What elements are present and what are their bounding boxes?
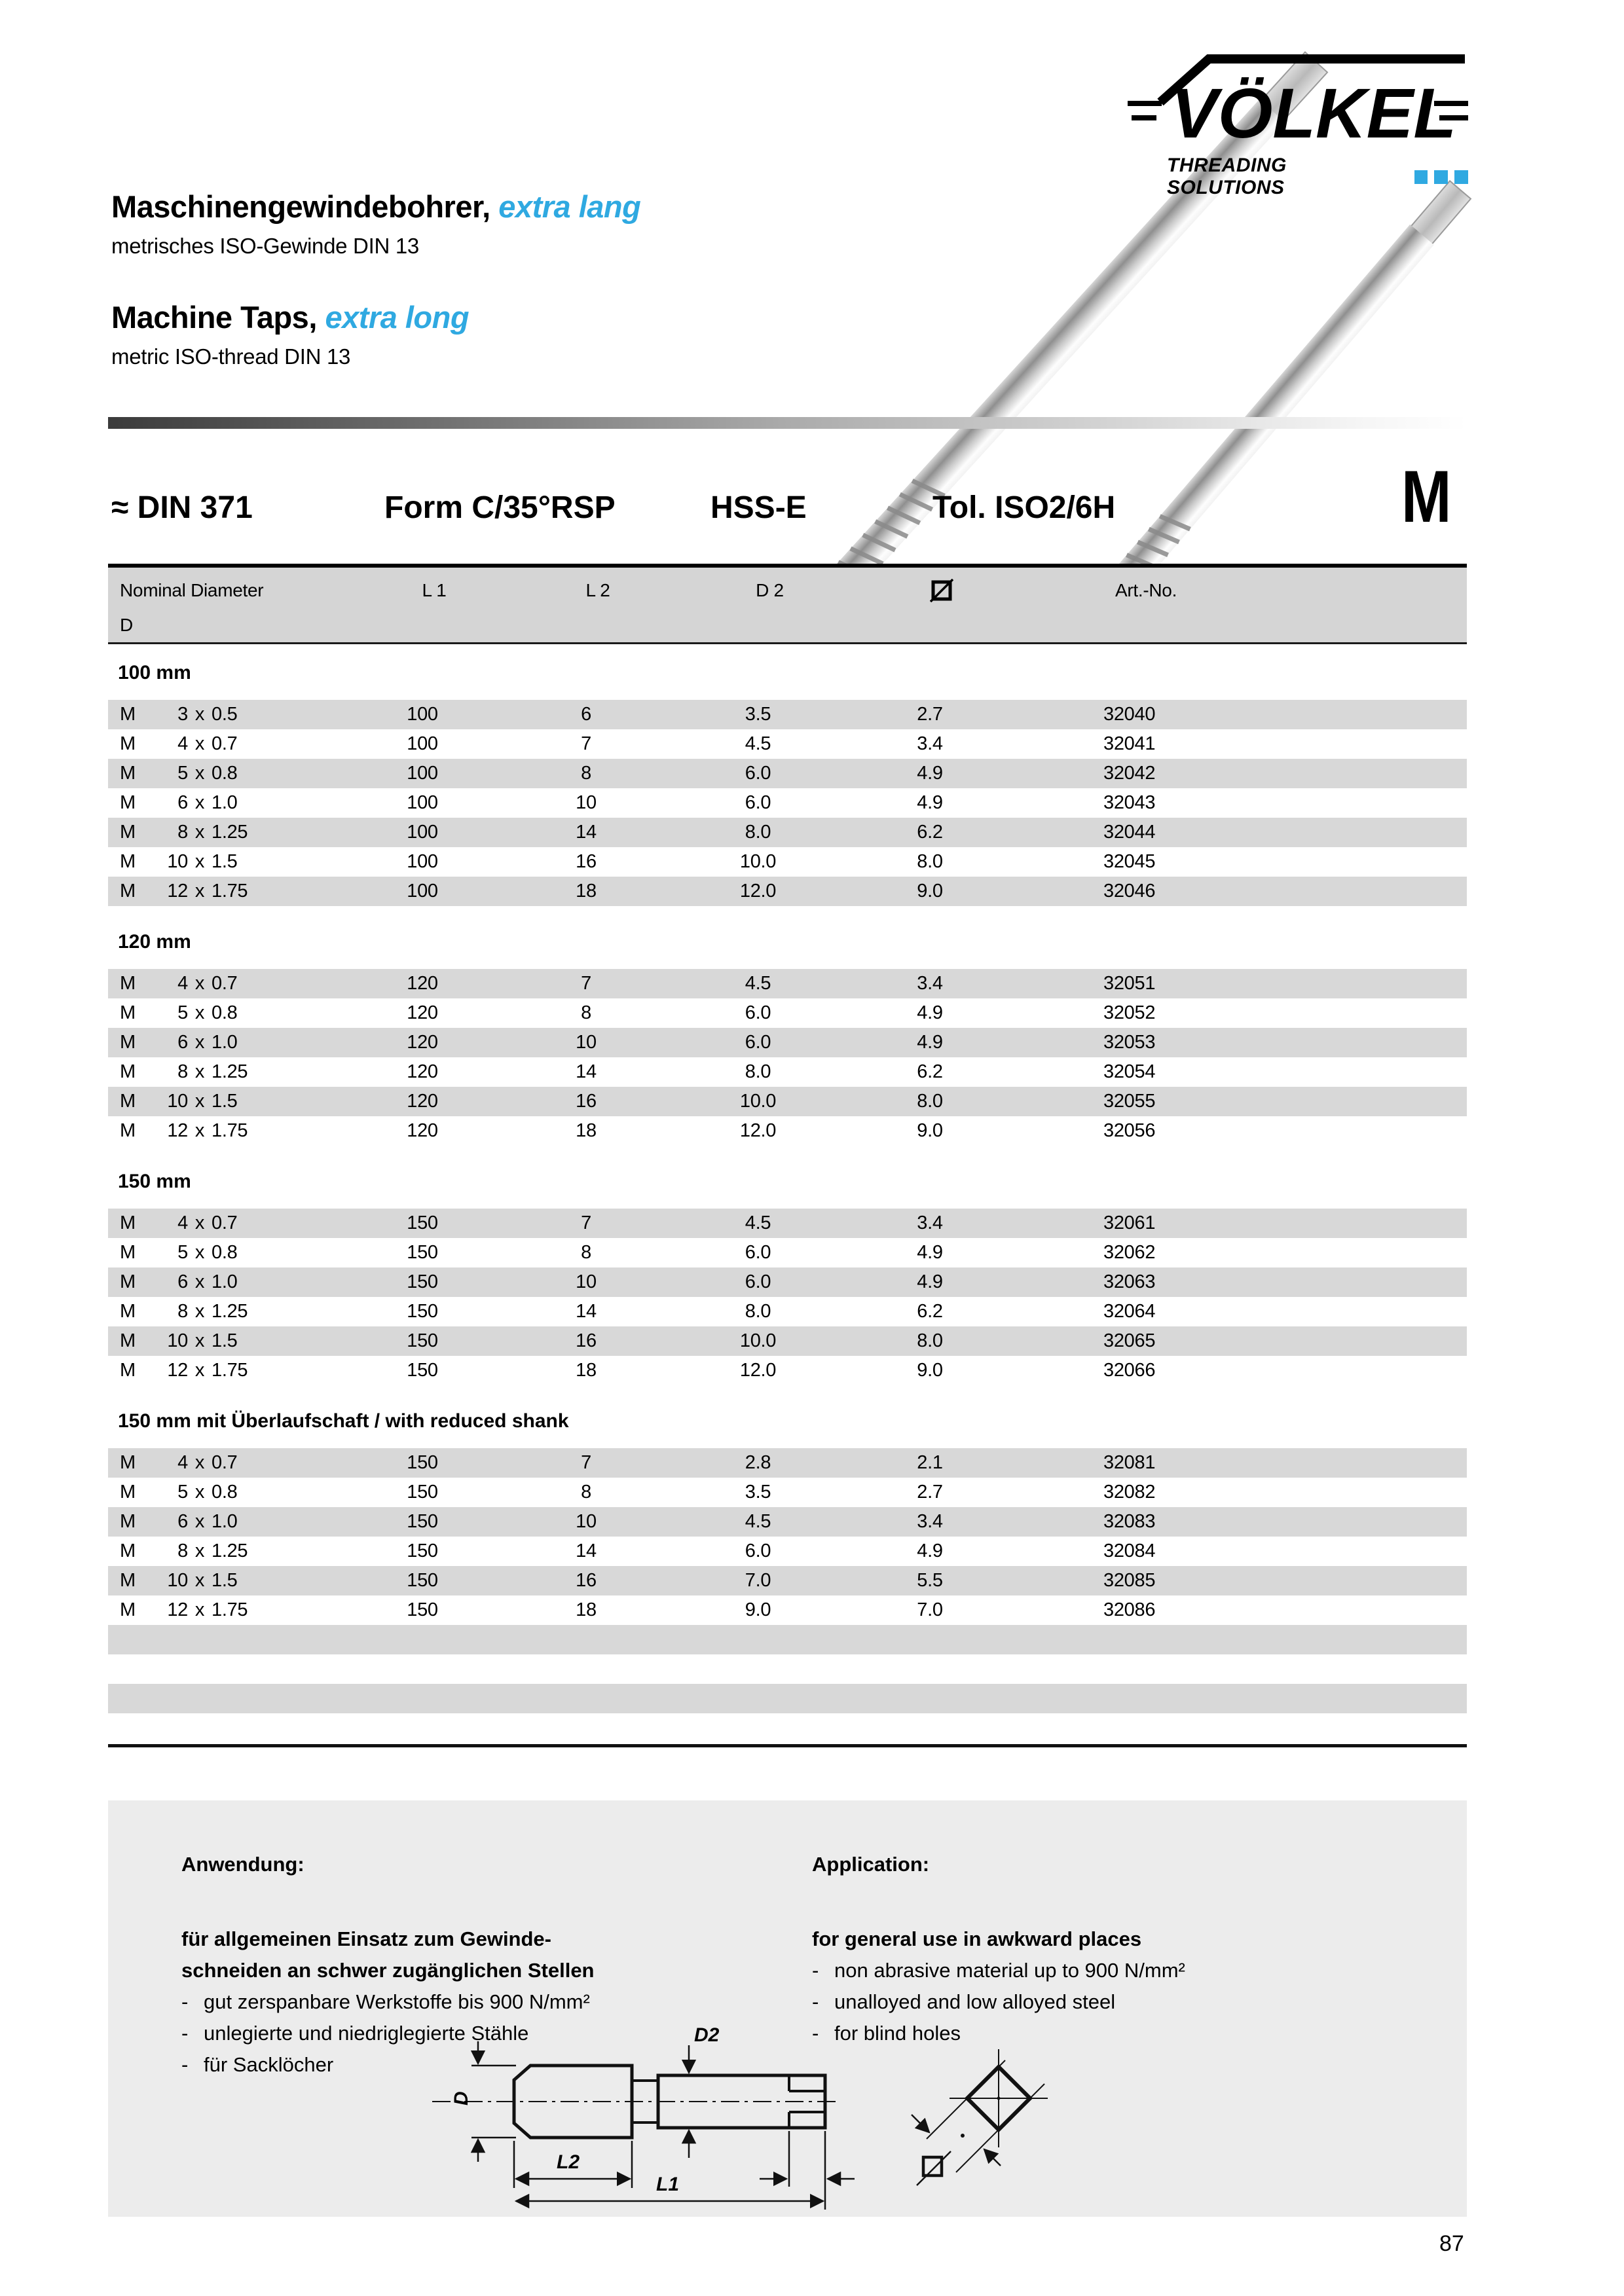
gradient-divider xyxy=(108,417,1467,429)
cell-l1: 150 xyxy=(407,1452,438,1473)
diagram-label-l2: L2 xyxy=(557,2151,580,2173)
cell-d2: 4.5 xyxy=(745,973,771,994)
cell-thread-prefix: M xyxy=(120,1002,136,1023)
subtitle-de: metrisches ISO-Gewinde DIN 13 xyxy=(111,234,419,258)
cell-l2: 18 xyxy=(576,881,597,902)
cell-l1: 100 xyxy=(407,733,438,754)
square-diagonal-icon xyxy=(930,579,953,602)
col-header-l1: L 1 xyxy=(422,579,447,600)
application-bullet: - gut zerspanbare Werkstoffe bis 900 N/mm² xyxy=(181,1990,590,2013)
table-body xyxy=(108,661,1467,1713)
table-row xyxy=(108,969,1467,998)
application-en xyxy=(812,1853,1401,2049)
cell-size: 10 x 1.5 xyxy=(167,1330,238,1351)
cell-square: 4.9 xyxy=(917,1002,943,1023)
table-row xyxy=(108,1478,1467,1507)
cell-size: 5 x 0.8 xyxy=(177,763,238,784)
table-row xyxy=(108,1595,1467,1625)
application-panel xyxy=(108,1800,1467,2217)
cell-l1: 150 xyxy=(407,1570,438,1591)
cell-l1: 120 xyxy=(407,1091,438,1112)
cell-l1: 120 xyxy=(407,1120,438,1141)
cell-size: 12 x 1.75 xyxy=(167,1120,248,1141)
cell-l2: 10 xyxy=(576,792,597,813)
title-en xyxy=(111,299,640,335)
table-row xyxy=(108,788,1467,818)
cell-size: 10 x 1.5 xyxy=(167,851,238,872)
spec-form: Form C/35°RSP xyxy=(384,490,616,525)
cell-size: 4 x 0.7 xyxy=(177,733,238,754)
cell-d2: 10.0 xyxy=(739,1091,777,1112)
cell-d2: 6.0 xyxy=(745,1242,771,1263)
cell-art-no: 32056 xyxy=(1103,1120,1156,1141)
cell-thread-prefix: M xyxy=(120,1301,136,1322)
title-en-accent: extra long xyxy=(325,300,470,335)
section-label: 120 mm xyxy=(118,931,191,953)
cell-thread-prefix: M xyxy=(120,763,136,784)
cell-thread-prefix: M xyxy=(120,1599,136,1620)
cell-art-no: 32042 xyxy=(1103,763,1156,784)
cell-l1: 100 xyxy=(407,792,438,813)
table-row xyxy=(108,1448,1467,1478)
table-row xyxy=(108,877,1467,906)
cell-size: 10 x 1.5 xyxy=(167,1091,238,1112)
cell-d2: 8.0 xyxy=(745,1301,771,1322)
cell-square: 5.5 xyxy=(917,1570,943,1591)
cell-square: 3.4 xyxy=(917,733,943,754)
cell-square: 3.4 xyxy=(917,1212,943,1233)
blue-square-icon xyxy=(1434,170,1448,184)
cell-square: 2.1 xyxy=(917,1452,943,1473)
table-row-empty xyxy=(108,1625,1467,1654)
table-row xyxy=(108,1297,1467,1326)
tap-dimension-diagram xyxy=(406,2023,1211,2213)
cell-d2: 6.0 xyxy=(745,792,771,813)
table-row xyxy=(108,1116,1467,1146)
cell-art-no: 32045 xyxy=(1103,851,1156,872)
cell-art-no: 32082 xyxy=(1103,1482,1156,1503)
logo-brand-text: VÖLKEL xyxy=(1171,73,1456,153)
page-number: 87 xyxy=(1439,2231,1464,2256)
cell-thread-prefix: M xyxy=(120,1511,136,1532)
diagram-label-d: D xyxy=(451,2091,472,2105)
cell-square: 4.9 xyxy=(917,1271,943,1292)
cell-size: 10 x 1.5 xyxy=(167,1570,238,1591)
cell-l1: 100 xyxy=(407,851,438,872)
application-intro-en xyxy=(812,1923,1401,1955)
cell-l2: 18 xyxy=(576,1120,597,1141)
col-header-d2: D 2 xyxy=(756,579,784,600)
table-row xyxy=(108,1267,1467,1297)
blue-square-icon xyxy=(1454,170,1468,184)
application-bullet: - für Sacklöcher xyxy=(181,2053,334,2076)
cell-d2: 12.0 xyxy=(739,1120,777,1141)
cell-l1: 100 xyxy=(407,704,438,725)
table-row xyxy=(108,1238,1467,1267)
table-header xyxy=(108,564,1467,644)
application-heading-de: Anwendung: xyxy=(181,1853,304,1876)
cell-l2: 14 xyxy=(576,1301,597,1322)
application-bullet: - unlegierte und niedriglegierte Stähle xyxy=(181,2022,529,2045)
cell-d2: 9.0 xyxy=(745,1599,771,1620)
cell-size: 4 x 0.7 xyxy=(177,1452,238,1473)
cell-thread-prefix: M xyxy=(120,822,136,843)
table-row xyxy=(108,818,1467,847)
cell-l2: 7 xyxy=(581,1452,591,1473)
cell-square: 4.9 xyxy=(917,1540,943,1561)
cell-size: 12 x 1.75 xyxy=(167,881,248,902)
blue-square-icon xyxy=(1414,170,1428,184)
table-row xyxy=(108,847,1467,877)
application-intro-line: schneiden an schwer zugänglichen Stellen xyxy=(181,1959,595,1982)
cell-size: 5 x 0.8 xyxy=(177,1482,238,1503)
cell-art-no: 32044 xyxy=(1103,822,1156,843)
cell-square: 3.4 xyxy=(917,1511,943,1532)
cell-art-no: 32061 xyxy=(1103,1212,1156,1233)
cell-square: 8.0 xyxy=(917,1091,943,1112)
subtitle-en: metric ISO-thread DIN 13 xyxy=(111,344,351,369)
cell-l2: 16 xyxy=(576,1570,597,1591)
cell-square: 9.0 xyxy=(917,1120,943,1141)
cell-art-no: 32055 xyxy=(1103,1091,1156,1112)
cell-thread-prefix: M xyxy=(120,1570,136,1591)
cell-size: 6 x 1.0 xyxy=(177,1271,238,1292)
application-heading-en: Application: xyxy=(812,1853,930,1876)
cell-square: 9.0 xyxy=(917,881,943,902)
cell-size: 8 x 1.25 xyxy=(177,1540,248,1561)
cell-l2: 8 xyxy=(581,1242,591,1263)
cell-d2: 8.0 xyxy=(745,822,771,843)
cell-d2: 6.0 xyxy=(745,1002,771,1023)
cell-l2: 18 xyxy=(576,1599,597,1620)
cell-size: 5 x 0.8 xyxy=(177,1242,238,1263)
cell-l2: 7 xyxy=(581,973,591,994)
cell-thread-prefix: M xyxy=(120,792,136,813)
cell-d2: 4.5 xyxy=(745,1212,771,1233)
cell-thread-prefix: M xyxy=(120,1032,136,1053)
cell-thread-prefix: M xyxy=(120,1091,136,1112)
cell-thread-prefix: M xyxy=(120,973,136,994)
cell-square: 4.9 xyxy=(917,792,943,813)
title-de xyxy=(111,189,640,225)
cell-l1: 150 xyxy=(407,1482,438,1503)
title-de-main: Maschinengewindebohrer, xyxy=(111,189,490,224)
cell-size: 8 x 1.25 xyxy=(177,1061,248,1082)
cell-d2: 6.0 xyxy=(745,1032,771,1053)
cell-art-no: 32046 xyxy=(1103,881,1156,902)
cell-thread-prefix: M xyxy=(120,881,136,902)
cell-art-no: 32051 xyxy=(1103,973,1156,994)
cell-l2: 8 xyxy=(581,1002,591,1023)
cell-d2: 6.0 xyxy=(745,763,771,784)
cell-art-no: 32040 xyxy=(1103,704,1156,725)
table-row xyxy=(108,729,1467,759)
cell-art-no: 32086 xyxy=(1103,1599,1156,1620)
cell-l2: 10 xyxy=(576,1032,597,1053)
cell-square: 7.0 xyxy=(917,1599,943,1620)
cell-art-no: 32053 xyxy=(1103,1032,1156,1053)
cell-square: 6.2 xyxy=(917,1301,943,1322)
cell-thread-prefix: M xyxy=(120,733,136,754)
table-bottom-rule xyxy=(108,1744,1467,1747)
cell-art-no: 32064 xyxy=(1103,1301,1156,1322)
page-titles xyxy=(111,189,640,369)
col-header-nominal-diameter: Nominal Diameter xyxy=(120,579,264,600)
cell-size: 8 x 1.25 xyxy=(177,1301,248,1322)
cell-art-no: 32085 xyxy=(1103,1570,1156,1591)
cell-square: 9.0 xyxy=(917,1360,943,1381)
cell-d2: 6.0 xyxy=(745,1540,771,1561)
cell-art-no: 32062 xyxy=(1103,1242,1156,1263)
cell-size: 6 x 1.0 xyxy=(177,792,238,813)
cell-l2: 8 xyxy=(581,1482,591,1503)
cell-l1: 120 xyxy=(407,1002,438,1023)
volkel-logo-mark xyxy=(1128,54,1468,153)
cell-art-no: 32066 xyxy=(1103,1360,1156,1381)
cell-d2: 3.5 xyxy=(745,1482,771,1503)
cell-d2: 3.5 xyxy=(745,704,771,725)
cell-thread-prefix: M xyxy=(120,1242,136,1263)
col-header-square xyxy=(857,579,1027,602)
cell-square: 2.7 xyxy=(917,704,943,725)
cell-size: 3 x 0.5 xyxy=(177,704,238,725)
diagram-label-l1: L1 xyxy=(656,2174,680,2195)
cell-l2: 10 xyxy=(576,1511,597,1532)
cell-l2: 10 xyxy=(576,1271,597,1292)
table-row xyxy=(108,1057,1467,1087)
cell-square: 6.2 xyxy=(917,822,943,843)
table-row-empty xyxy=(108,1654,1467,1684)
table-row xyxy=(108,998,1467,1028)
cell-d2: 6.0 xyxy=(745,1271,771,1292)
dimension-table xyxy=(108,564,1467,1713)
cell-l2: 14 xyxy=(576,1061,597,1082)
table-row xyxy=(108,1507,1467,1537)
cell-art-no: 32054 xyxy=(1103,1061,1156,1082)
cell-l1: 150 xyxy=(407,1360,438,1381)
section-label: 150 mm mit Überlaufschaft / with reduced shank xyxy=(118,1410,569,1432)
spec-material: HSS-E xyxy=(710,490,807,525)
cell-thread-prefix: M xyxy=(120,1061,136,1082)
cell-art-no: 32084 xyxy=(1103,1540,1156,1561)
logo-tagline: THREADING SOLUTIONS xyxy=(1167,155,1287,198)
application-bullet: - for blind holes xyxy=(812,2022,961,2045)
table-row xyxy=(108,1028,1467,1057)
cell-thread-prefix: M xyxy=(120,1120,136,1141)
cell-size: 4 x 0.7 xyxy=(177,1212,238,1233)
cell-size: 12 x 1.75 xyxy=(167,1360,248,1381)
cell-art-no: 32052 xyxy=(1103,1002,1156,1023)
table-row xyxy=(108,1537,1467,1566)
cell-thread-prefix: M xyxy=(120,1540,136,1561)
cell-l1: 150 xyxy=(407,1511,438,1532)
cell-l2: 6 xyxy=(581,704,591,725)
cell-l1: 120 xyxy=(407,973,438,994)
cell-art-no: 32065 xyxy=(1103,1330,1156,1351)
application-intro-line: for general use in awkward places xyxy=(812,1927,1142,1950)
cell-square: 3.4 xyxy=(917,973,943,994)
cell-l1: 100 xyxy=(407,822,438,843)
cell-size: 6 x 1.0 xyxy=(177,1511,238,1532)
cell-l1: 100 xyxy=(407,763,438,784)
application-bullet: - non abrasive material up to 900 N/mm² xyxy=(812,1959,1185,1982)
square-diagonal-icon xyxy=(923,2157,942,2176)
cell-thread-prefix: M xyxy=(120,704,136,725)
spec-din-standard: ≈ DIN 371 xyxy=(111,490,253,525)
cell-d2: 8.0 xyxy=(745,1061,771,1082)
cell-l1: 150 xyxy=(407,1301,438,1322)
cell-size: 5 x 0.8 xyxy=(177,1002,238,1023)
cell-d2: 12.0 xyxy=(739,1360,777,1381)
cell-square: 4.9 xyxy=(917,1032,943,1053)
cell-art-no: 32083 xyxy=(1103,1511,1156,1532)
cell-square: 4.9 xyxy=(917,1242,943,1263)
cell-d2: 7.0 xyxy=(745,1570,771,1591)
table-row xyxy=(108,700,1467,729)
table-row xyxy=(108,1566,1467,1595)
cell-d2: 10.0 xyxy=(739,851,777,872)
col-header-l2: L 2 xyxy=(585,579,610,600)
cell-d2: 10.0 xyxy=(739,1330,777,1351)
cell-thread-prefix: M xyxy=(120,851,136,872)
cell-l2: 16 xyxy=(576,1330,597,1351)
cell-l2: 14 xyxy=(576,822,597,843)
cell-square: 8.0 xyxy=(917,851,943,872)
section-label: 150 mm xyxy=(118,1171,191,1192)
cell-art-no: 32081 xyxy=(1103,1452,1156,1473)
spec-tolerance: Tol. ISO2/6H xyxy=(932,490,1116,525)
cell-size: 12 x 1.75 xyxy=(167,1599,248,1620)
cell-l2: 14 xyxy=(576,1540,597,1561)
cell-l2: 7 xyxy=(581,733,591,754)
table-row-empty xyxy=(108,1684,1467,1713)
table-row xyxy=(108,759,1467,788)
cell-art-no: 32063 xyxy=(1103,1271,1156,1292)
col-header-d: D xyxy=(120,614,133,635)
table-row xyxy=(108,1209,1467,1238)
cell-thread-prefix: M xyxy=(120,1360,136,1381)
cell-art-no: 32041 xyxy=(1103,733,1156,754)
table-row xyxy=(108,1356,1467,1385)
cell-l1: 120 xyxy=(407,1032,438,1053)
cell-l1: 150 xyxy=(407,1540,438,1561)
thread-type-letter: M xyxy=(1401,456,1450,538)
cell-l2: 8 xyxy=(581,763,591,784)
cell-thread-prefix: M xyxy=(120,1212,136,1233)
cell-thread-prefix: M xyxy=(120,1271,136,1292)
cell-l1: 150 xyxy=(407,1212,438,1233)
table-row xyxy=(108,1087,1467,1116)
cell-thread-prefix: M xyxy=(120,1330,136,1351)
title-en-main: Machine Taps, xyxy=(111,300,317,335)
application-intro-line: für allgemeinen Einsatz zum Gewinde- xyxy=(181,1927,551,1950)
volkel-logo xyxy=(1128,54,1468,198)
cell-l1: 150 xyxy=(407,1271,438,1292)
cell-thread-prefix: M xyxy=(120,1482,136,1503)
cell-d2: 12.0 xyxy=(739,881,777,902)
cell-square: 4.9 xyxy=(917,763,943,784)
cell-square: 6.2 xyxy=(917,1061,943,1082)
cell-l1: 150 xyxy=(407,1242,438,1263)
cell-l1: 100 xyxy=(407,881,438,902)
cell-size: 6 x 1.0 xyxy=(177,1032,238,1053)
cell-size: 8 x 1.25 xyxy=(177,822,248,843)
cell-square: 2.7 xyxy=(917,1482,943,1503)
title-de-accent: extra lang xyxy=(498,189,641,224)
section-label: 100 mm xyxy=(118,662,191,683)
cell-size: 4 x 0.7 xyxy=(177,973,238,994)
cell-l2: 7 xyxy=(581,1212,591,1233)
cell-l1: 150 xyxy=(407,1330,438,1351)
cell-thread-prefix: M xyxy=(120,1452,136,1473)
cell-l1: 150 xyxy=(407,1599,438,1620)
cell-art-no: 32043 xyxy=(1103,792,1156,813)
cell-l2: 16 xyxy=(576,851,597,872)
application-bullet: - unalloyed and low alloyed steel xyxy=(812,1990,1116,2013)
diagram-label-d2: D2 xyxy=(694,2024,720,2046)
cell-d2: 4.5 xyxy=(745,1511,771,1532)
application-intro-de xyxy=(181,1923,771,1986)
col-header-art-no: Art.-No. xyxy=(1115,579,1177,600)
cell-l1: 120 xyxy=(407,1061,438,1082)
table-row xyxy=(108,1326,1467,1356)
cell-d2: 4.5 xyxy=(745,733,771,754)
cell-l2: 16 xyxy=(576,1091,597,1112)
cell-square: 8.0 xyxy=(917,1330,943,1351)
cell-d2: 2.8 xyxy=(745,1452,771,1473)
cell-l2: 18 xyxy=(576,1360,597,1381)
